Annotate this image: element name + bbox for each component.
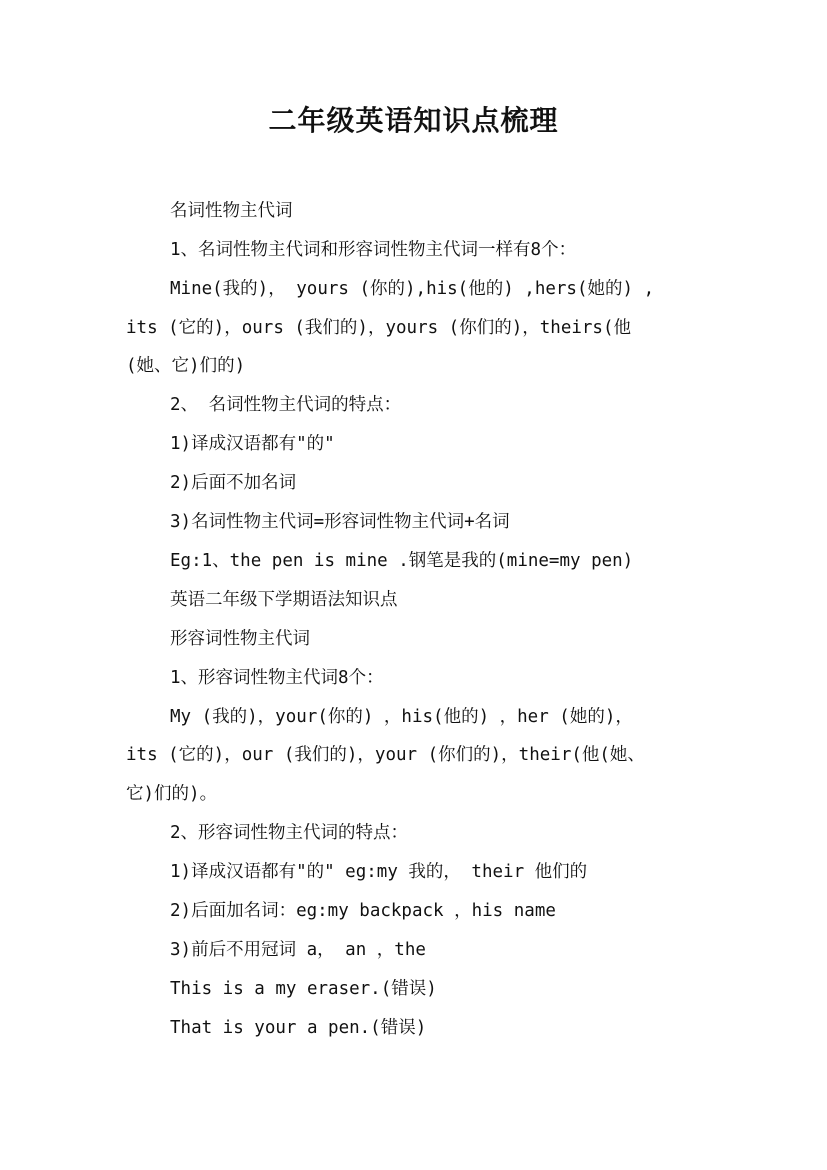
paragraph-line: That is your a pen.(错误): [170, 1018, 427, 1038]
paragraph-line: 2)后面加名词：eg:my backpack ，his name: [170, 901, 556, 921]
paragraph-line: (她、它)们的): [126, 356, 246, 376]
paragraph-line: 1)译成汉语都有"的" eg:my 我的， their 他们的: [170, 862, 588, 882]
paragraph-line: 2)后面不加名词: [170, 473, 297, 493]
paragraph-line: 2、形容词性物主代词的特点：: [170, 823, 409, 843]
paragraph-line: My (我的)，your(你的) ，his(他的) ，her (她的)，: [170, 707, 633, 727]
paragraph-line: 1)译成汉语都有"的": [170, 434, 335, 454]
paragraph-line: 1、名词性物主代词和形容词性物主代词一样有8个：: [170, 240, 577, 260]
paragraph-line: Mine(我的)， yours (你的),his(他的) ,hers(她的) ,: [170, 279, 655, 299]
section-heading-grammar: 英语二年级下学期语法知识点: [170, 590, 398, 610]
paragraph-line: Eg:1、the pen is mine .钢笔是我的(mine=my pen): [170, 551, 634, 571]
paragraph-line: its (它的)，our (我们的)，your (你们的)，their(他(她、: [126, 745, 645, 765]
paragraph-line: 3)名词性物主代词=形容词性物主代词+名词: [170, 512, 510, 532]
paragraph-line: This is a my eraser.(错误): [170, 979, 437, 999]
paragraph-line: 它)们的)。: [126, 784, 218, 804]
paragraph-line: 3)前后不用冠词 a， an ，the: [170, 940, 426, 960]
paragraph-line: 1、形容词性物主代词8个：: [170, 668, 384, 688]
section-heading-nominal-pronouns: 名词性物主代词: [170, 201, 293, 221]
paragraph-line: 2、 名词性物主代词的特点：: [170, 395, 402, 415]
document-title: 二年级英语知识点梳理: [268, 104, 559, 137]
paragraph-line: its (它的)，ours (我们的)，yours (你们的)，theirs(他: [126, 318, 632, 338]
section-heading-adjective-pronouns: 形容词性物主代词: [170, 629, 310, 649]
